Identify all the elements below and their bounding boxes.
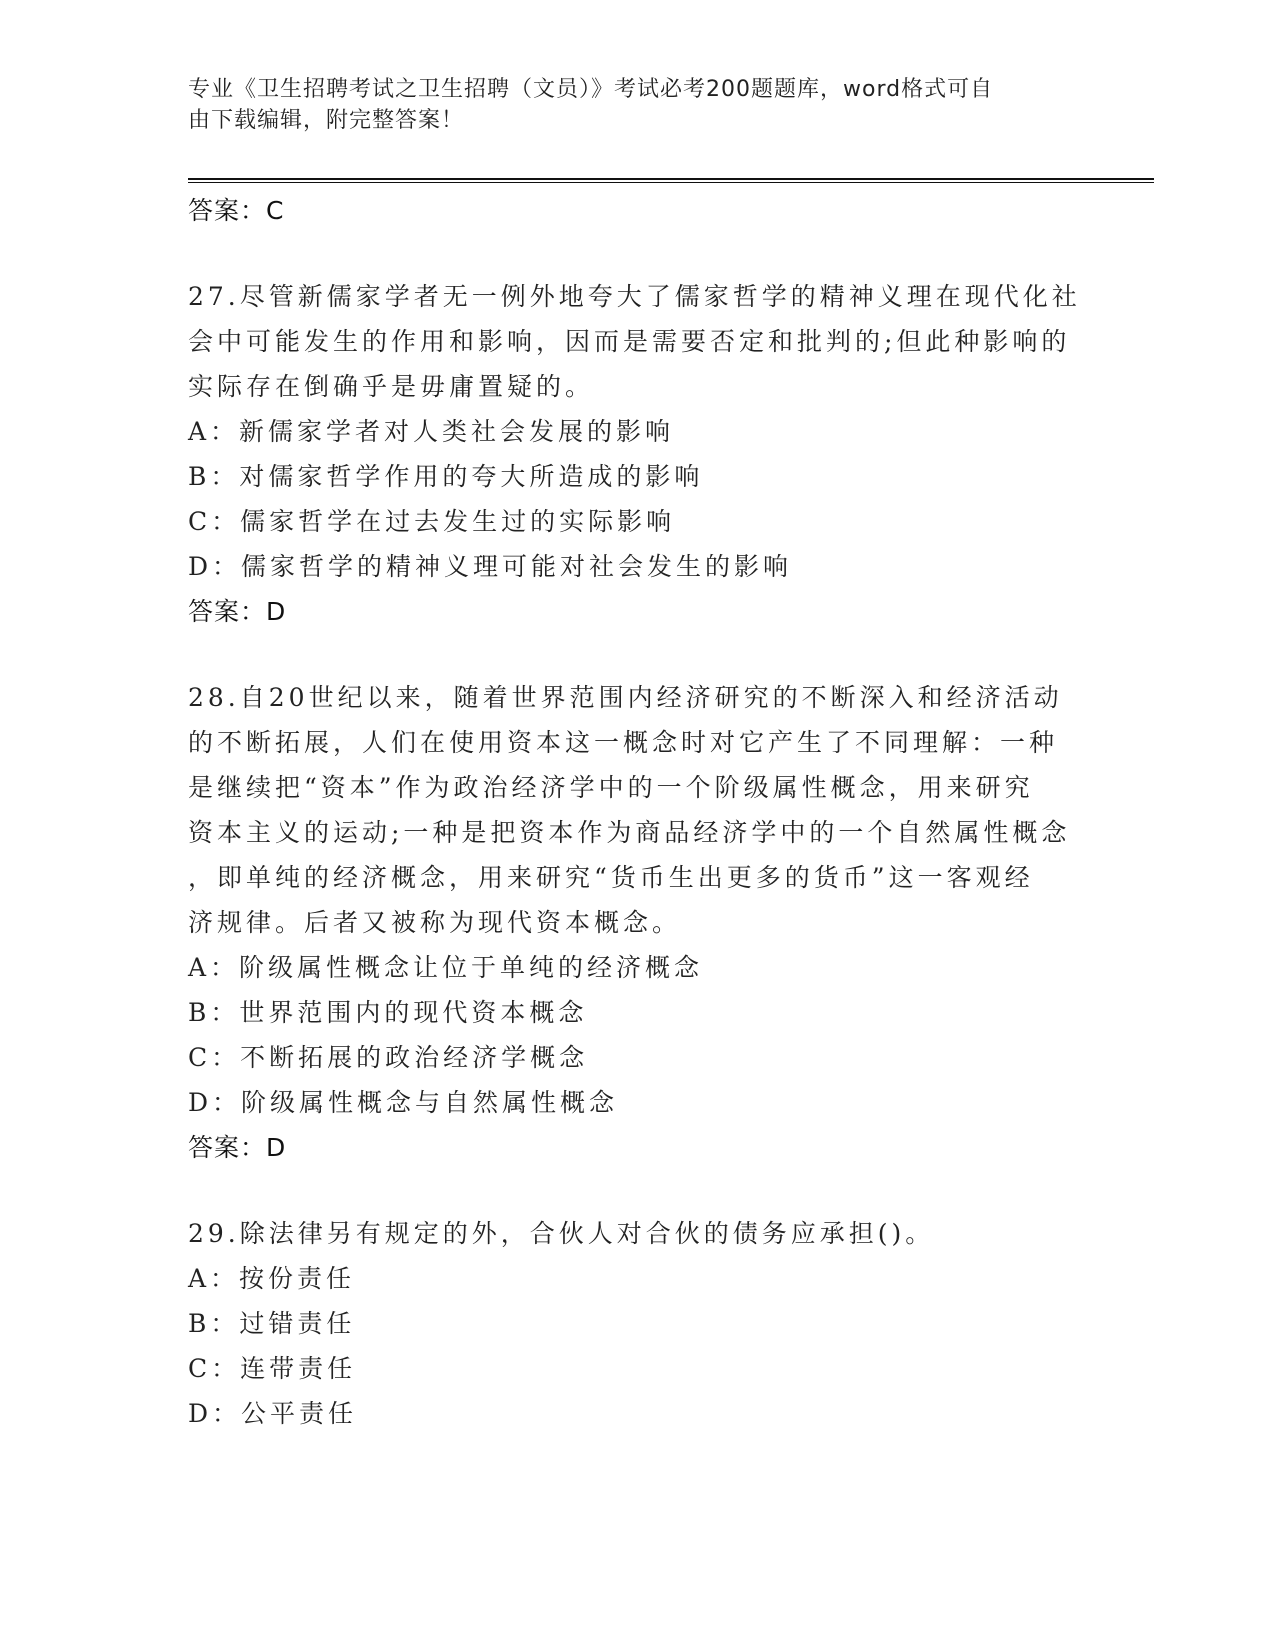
option-a: A：按份责任 xyxy=(188,1264,356,1293)
option-a: A：阶级属性概念让位于单纯的经济概念 xyxy=(188,953,704,982)
option-b: B：过错责任 xyxy=(188,1309,356,1338)
question-27 xyxy=(188,274,1088,635)
option-c: C：不断拓展的政治经济学概念 xyxy=(188,1043,589,1072)
document-content xyxy=(188,188,1088,1436)
option-a: A：新儒家学者对人类社会发展的影响 xyxy=(188,417,675,446)
document-header xyxy=(188,74,1068,136)
answer-line: 答案：D xyxy=(188,597,287,626)
question-text-line: 27.尽管新儒家学者无一例外地夸大了儒家哲学的精神义理在现代化社 xyxy=(188,282,1081,311)
header-line-1: 专业《卫生招聘考试之卫生招聘（文员）》考试必考200题题库，word格式可自 xyxy=(188,77,994,102)
question-text-line: 28.自20世纪以来，随着世界范围内经济研究的不断深入和经济活动 xyxy=(188,683,1063,712)
answer-line: 答案：C xyxy=(188,196,285,225)
question-text-line: ，即单纯的经济概念，用来研究“货币生出更多的货币”这一客观经 xyxy=(188,863,1034,892)
option-c: C：儒家哲学在过去发生过的实际影响 xyxy=(188,507,676,536)
question-text-line: 实际存在倒确乎是毋庸置疑的。 xyxy=(188,372,595,401)
question-29 xyxy=(188,1211,1088,1436)
question-text-line: 的不断拓展，人们在使用资本这一概念时对它产生了不同理解：一种 xyxy=(188,728,1059,757)
question-text-line: 会中可能发生的作用和影响，因而是需要否定和批判的;但此种影响的 xyxy=(188,327,1071,356)
question-text-line: 是继续把“资本”作为政治经济学中的一个阶级属性概念，用来研究 xyxy=(188,773,1034,802)
option-d: D：公平责任 xyxy=(188,1399,358,1428)
question-28 xyxy=(188,675,1088,1171)
header-divider xyxy=(188,178,1154,183)
option-d: D：阶级属性概念与自然属性概念 xyxy=(188,1088,619,1117)
header-line-2: 由下载编辑，附完整答案！ xyxy=(188,108,465,133)
question-text-line: 资本主义的运动;一种是把资本作为商品经济学中的一个自然属性概念 xyxy=(188,818,1071,847)
answer-line: 答案：D xyxy=(188,1133,287,1162)
option-d: D：儒家哲学的精神义理可能对社会发生的影响 xyxy=(188,552,793,581)
question-text-line: 济规律。后者又被称为现代资本概念。 xyxy=(188,908,682,937)
option-b: B：世界范围内的现代资本概念 xyxy=(188,998,588,1027)
question-text-line: 29.除法律另有规定的外，合伙人对合伙的债务应承担()。 xyxy=(188,1219,935,1248)
option-c: C：连带责任 xyxy=(188,1354,357,1383)
option-b: B：对儒家哲学作用的夸大所造成的影响 xyxy=(188,462,704,491)
